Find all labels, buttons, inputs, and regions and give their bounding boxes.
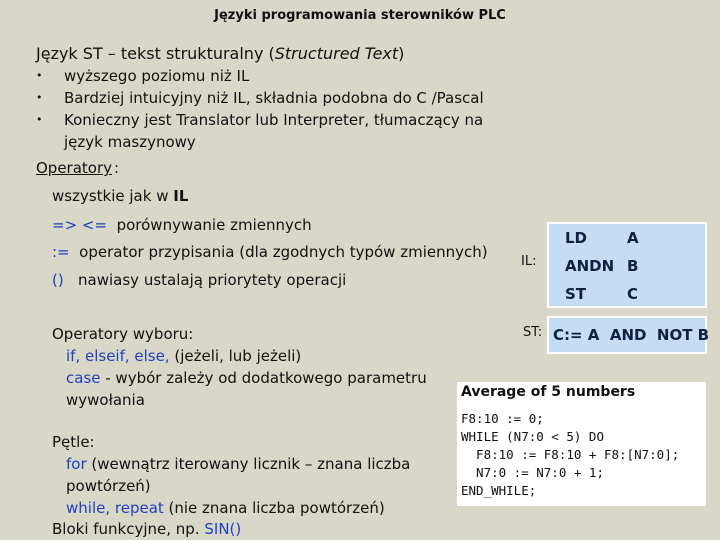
- subtitle-lead: Język ST: [36, 44, 103, 63]
- bullet-continuation: język maszynowy: [64, 133, 196, 151]
- operators-heading-colon: :: [114, 159, 120, 177]
- bullet-item: • wyższego poziomu niż IL: [36, 67, 250, 85]
- il-operand: B: [627, 257, 639, 275]
- loops-while: while, repeat (nie znana liczba powtórzeń): [66, 499, 385, 517]
- operator-paren: () nawiasy ustalają priorytety operacji: [52, 271, 347, 289]
- bullet-dot-icon: •: [36, 91, 43, 104]
- il-code-panel: [547, 222, 707, 308]
- operator-assign: := operator przypisania (dla zgodnych typów zmiennych): [52, 243, 488, 261]
- loops-heading: Pętle:: [52, 433, 95, 451]
- bullet-dot-icon: •: [36, 69, 43, 82]
- subtitle-italic: Structured Text: [274, 44, 399, 63]
- code-line: N7:0 := N7:0 + 1;: [461, 465, 604, 480]
- selection-heading: Operatory wyboru:: [52, 325, 194, 343]
- code-example-panel: [457, 382, 706, 506]
- code-line: F8:10 := 0;: [461, 411, 544, 426]
- il-instruction: ANDN: [565, 257, 615, 275]
- il-label: IL:: [521, 254, 537, 269]
- subtitle: [36, 44, 404, 63]
- bullet-item: • Bardziej intuicyjny niż IL, składnia podobna do C /Pascal: [36, 89, 484, 107]
- bullet-item: • Konieczny jest Translator lub Interpreter, tłumaczący na: [36, 111, 484, 129]
- operator-compare: => <= porównywanie zmiennych: [52, 216, 312, 234]
- subtitle-rest: – tekst strukturalny (: [102, 44, 275, 63]
- operators-all-like-il: wszystkie jak w IL: [52, 187, 189, 205]
- st-label: ST:: [523, 325, 543, 340]
- il-operand: C: [627, 285, 639, 303]
- selection-case: case - wybór zależy od dodatkowego parametru: [66, 369, 427, 387]
- il-operand: A: [627, 229, 639, 247]
- code-example-title: Average of 5 numbers: [461, 384, 636, 400]
- function-blocks: Bloki funkcyjne, np. SIN(): [52, 520, 242, 538]
- st-code: C:= A AND NOT B: [553, 326, 710, 344]
- code-line: F8:10 := F8:10 + F8:[N7:0];: [461, 447, 680, 462]
- slide-title: Języki programowania sterowników PLC: [214, 8, 506, 23]
- il-instruction: LD: [565, 229, 588, 247]
- code-line: WHILE (N7:0 < 5) DO: [461, 429, 604, 444]
- st-code-panel: [547, 316, 710, 354]
- selection-case-continuation: wywołania: [66, 391, 145, 409]
- loops-for: for (wewnątrz iterowany licznik – znana liczba: [66, 455, 411, 473]
- bullet-dot-icon: •: [36, 113, 43, 126]
- il-instruction: ST: [565, 285, 587, 303]
- loops-for-continuation: powtórzeń): [66, 477, 151, 495]
- subtitle-end: ): [398, 44, 405, 63]
- operators-heading: Operatory: [36, 159, 113, 177]
- code-line: END_WHILE;: [461, 483, 537, 498]
- selection-keywords: if, elseif, else, (jeżeli, lub jeżeli): [66, 347, 302, 365]
